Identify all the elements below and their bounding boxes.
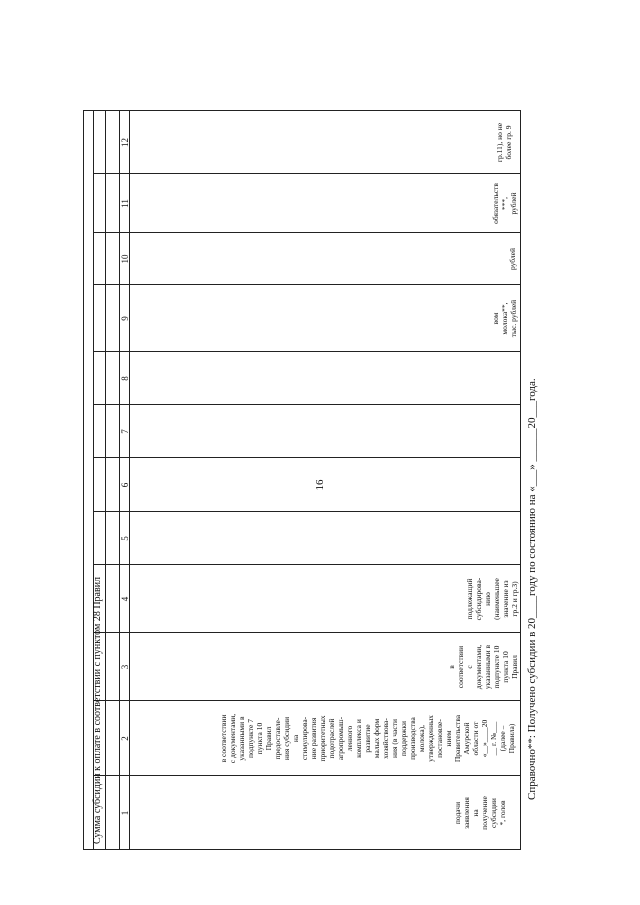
header-col2-text [219,701,516,776]
header-line: молока), [417,724,426,753]
header-col1-text [453,776,507,850]
header-col12-text [495,111,513,174]
header-line: хозяйствова- [381,718,390,759]
header-line: «__»____20 [480,719,489,758]
header-line: нию [483,592,492,606]
column-number: 10 [120,254,130,264]
header-line: стимулирова- [300,716,309,761]
header-line: производства [408,717,417,760]
header-line: (наименьшее [492,578,501,620]
table-col-line [93,173,521,174]
sum-row-label: Сумма субсидии к оплате в соответствии с пунктом 28 Правил [92,576,103,844]
column-number: 8 [120,376,130,381]
rotated-page-content [83,70,538,850]
header-line: субсидии [489,798,498,828]
header-col11-text [491,174,518,233]
header-line: тыс. рублей [509,299,518,338]
header-line: нием [444,730,453,747]
table-col-line [93,284,521,285]
header-col3-text [447,633,519,701]
column-number: 11 [120,199,130,208]
table-col-line [93,404,521,405]
header-line: вом [491,312,500,325]
header-line: приоритетных [318,715,327,762]
column-number: 4 [120,596,130,602]
header-line: __ г. №___ [489,721,498,756]
header-line: утвержденных [426,715,435,762]
table-row-line [105,110,106,850]
header-line: рублей [509,192,518,215]
header-line: указанными в [237,716,246,761]
header-line: молока**, [500,302,509,335]
header-line: заявления [462,797,471,829]
column-number: 6 [120,482,130,488]
header-line: подачи [453,801,462,825]
footnote-received-subsidy: Справочно**: Получено субсидии в 20____году по состоянию на «___» ______20___года. [526,378,538,800]
header-line: рублей [508,247,517,271]
column-number: 12 [120,138,130,147]
table-border-top [83,110,84,850]
header-line: Амурской [462,722,471,755]
header-line: (далее – [498,725,507,752]
table-col-line [93,511,521,512]
header-line: с [465,665,474,669]
header-line: ленного [345,725,354,752]
header-line: области от [471,721,480,756]
header-line: подотраслей [327,718,336,759]
header-line: ния (в части [390,719,399,758]
column-number: 5 [120,536,130,541]
header-line: Правила) [507,723,516,754]
header-line: комплекса и [354,719,363,758]
header-line: получение [480,796,489,830]
header-line: малых форм [372,718,381,759]
column-number: 1 [120,810,130,816]
header-line: поддержки [399,720,408,757]
header-line: подлежащий [465,578,474,620]
column-number: 2 [120,736,130,741]
header-line: пункта 10 [255,722,264,755]
header-line: подпункте 10 [492,645,501,689]
header-line: соответствии [456,645,465,689]
table-col-line [93,351,521,352]
header-line: на [471,809,480,817]
column-number: 7 [120,429,130,434]
header-line: в [447,665,456,669]
header-line: субсидирова- [474,577,483,621]
header-line: указанными в [483,644,492,690]
header-line: обязательств [491,183,500,224]
header-col4-text [465,565,519,633]
header-line: ния субсидии [282,716,291,761]
column-number: 9 [120,316,130,321]
header-col9-text [491,285,518,352]
header-line: с документами, [228,713,237,764]
header-col10-text [508,233,517,285]
header-line: развитие [363,724,372,753]
header-line: гр.2 и гр.3) [510,581,519,617]
header-line: Правил [510,655,519,679]
header-line: Правил [264,726,273,751]
header-line: гр.11), но не [495,122,504,163]
header-line: постановле- [435,719,444,758]
header-line: Правительства [453,714,462,763]
header-line: документами, [474,644,483,690]
header-line: *, голов [498,800,507,826]
table-col-line [93,457,521,458]
table-border-bottom [520,110,521,850]
header-line: ***, [500,196,509,211]
subsidy-table [83,110,521,850]
column-number: 3 [120,664,130,670]
table-border-right [83,110,521,111]
header-line: значение из [501,580,510,618]
header-line: более гр. 9 [504,125,513,160]
header-line: подпункте 7 [246,719,255,758]
header-line: предоставле- [273,717,282,760]
header-line: ние развития [309,717,318,760]
table-col-line [93,564,521,565]
header-line: в соответствии [219,714,228,763]
header-line: на [291,734,300,743]
header-line: пункта 10 [501,651,510,683]
page-number: 16 [314,479,326,491]
table-col-line [93,232,521,233]
header-line: агропромыш- [336,716,345,761]
